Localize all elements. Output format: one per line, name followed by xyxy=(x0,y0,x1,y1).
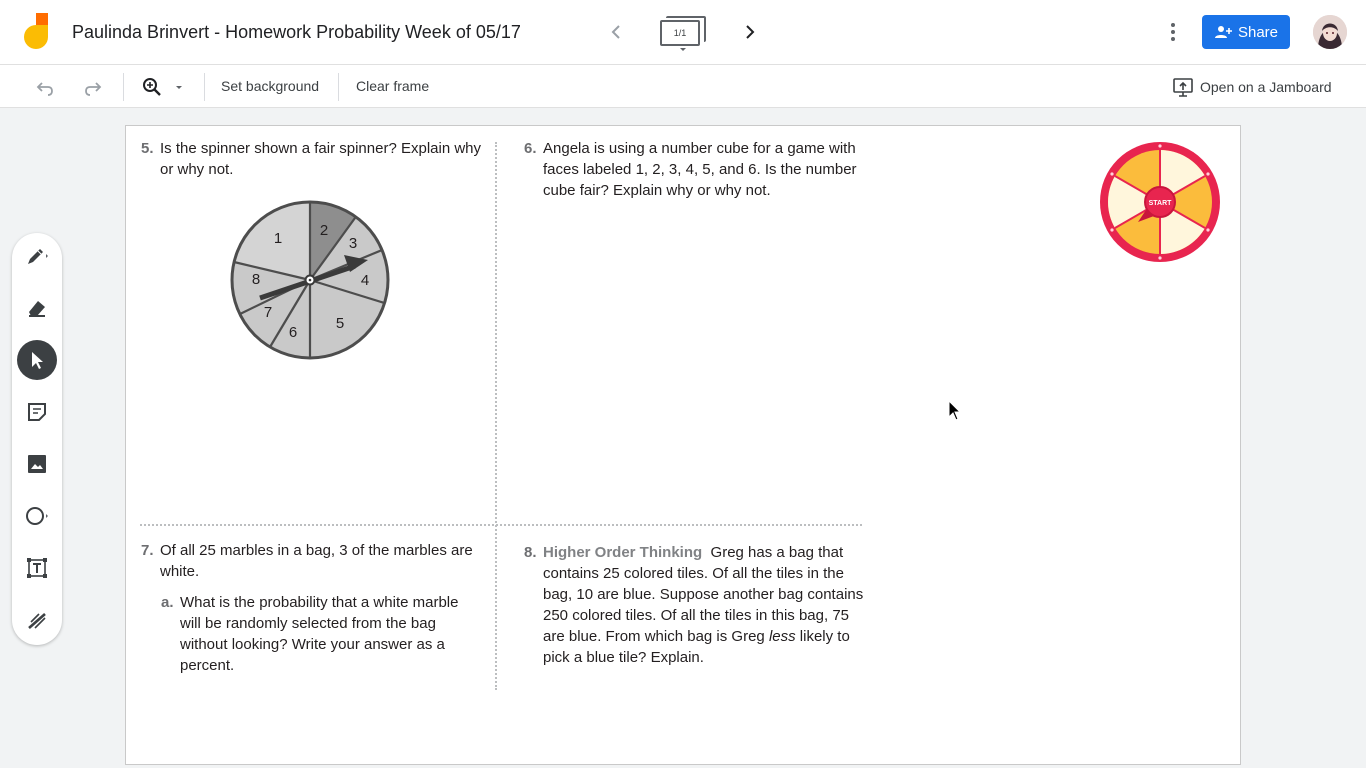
share-button[interactable] xyxy=(1202,15,1290,49)
chevron-right-icon xyxy=(738,20,762,44)
eraser-icon xyxy=(25,296,49,320)
set-background-button[interactable]: Set background xyxy=(221,78,320,94)
next-frame-button[interactable] xyxy=(738,20,762,44)
person-add-icon xyxy=(1214,25,1232,39)
horizontal-divider xyxy=(140,524,862,526)
part-letter: a. xyxy=(161,594,174,611)
share-label: Share xyxy=(1237,23,1279,41)
question-5 xyxy=(141,138,481,180)
document-title[interactable]: Paulinda Brinvert - Homework Probability Week of 05/17 xyxy=(72,22,521,42)
sticky-note-icon xyxy=(25,400,49,424)
laser-tool[interactable] xyxy=(17,600,57,640)
frame-bar-toggle[interactable] xyxy=(660,16,708,52)
text-box-icon xyxy=(25,556,49,580)
question-8 xyxy=(524,542,864,668)
frame-indicator: 1/1 xyxy=(660,20,700,46)
mouse-pointer xyxy=(948,400,962,427)
question-text-part2: likely to pick a blue tile? Explain. xyxy=(543,628,850,666)
open-on-jamboard-label: Open on a Jamboard xyxy=(1200,79,1332,95)
top-bar xyxy=(0,0,1366,64)
eraser-tool[interactable] xyxy=(17,288,57,328)
caret-down-icon xyxy=(680,48,686,51)
spinner-label-1: 1 xyxy=(273,230,283,247)
part-text: What is the probability that a white marble will be randomly selected from the bag without looking? Write your answer as a percent. xyxy=(180,594,459,674)
question-text-part1: Greg has a bag that contains 25 colored tiles. Of all the tiles in the bag, 10 are blue. Suppose another bag contains 250 colored tiles. Of all the tiles in this bag, 75 are blue. From which bag is Greg xyxy=(543,544,864,645)
open-on-jamboard-button[interactable] xyxy=(1172,75,1332,99)
question-number: 5. xyxy=(141,140,154,157)
undo-button[interactable] xyxy=(33,75,57,99)
clear-frame-button[interactable]: Clear frame xyxy=(356,78,430,94)
question-emphasis: less xyxy=(768,628,796,645)
question-text: Angela is using a number cube for a game with faces labeled 1, 2, 3, 4, 5, and 6. Is the number cube fair? Explain why or why not. xyxy=(543,140,857,199)
mouse-pointer-icon xyxy=(948,400,962,422)
shape-tool[interactable] xyxy=(17,496,57,536)
spinner-label-4: 4 xyxy=(360,272,370,289)
previous-frame-button[interactable] xyxy=(604,20,628,44)
question-text xyxy=(543,542,864,668)
account-avatar[interactable] xyxy=(1313,15,1347,49)
zoom-in-icon xyxy=(140,75,164,99)
jamboard-logo[interactable] xyxy=(22,13,50,51)
cursor-arrow-icon xyxy=(25,348,49,372)
chevron-left-icon xyxy=(604,20,628,44)
zoom-dropdown-button[interactable] xyxy=(172,75,186,99)
edit-toolbar xyxy=(0,64,1366,108)
undo-icon xyxy=(33,75,57,99)
start-label: START xyxy=(1148,200,1172,207)
question-text: Of all 25 marbles in a bag, 3 of the marbles are white. xyxy=(160,542,473,580)
spinner-label-3: 3 xyxy=(348,235,358,252)
spinner-label-8: 8 xyxy=(251,271,261,288)
image-icon xyxy=(25,452,49,476)
text-box-tool[interactable] xyxy=(17,548,57,588)
spinner-label-6: 6 xyxy=(288,324,298,341)
vertical-divider xyxy=(495,142,497,690)
more-options-button[interactable] xyxy=(1162,20,1184,44)
question-number: 8. xyxy=(524,544,537,561)
question-number: 7. xyxy=(141,542,154,559)
question-text: Is the spinner shown a fair spinner? Explain why or why not. xyxy=(160,140,482,178)
game-spinner-image[interactable] xyxy=(1098,140,1222,269)
caret-down-icon xyxy=(172,75,186,99)
circle-icon xyxy=(24,504,50,528)
zoom-button[interactable] xyxy=(140,75,164,99)
question-7-part-a xyxy=(161,592,481,676)
question-7 xyxy=(141,540,481,676)
more-vert-icon xyxy=(1162,20,1184,44)
spinner-label-5: 5 xyxy=(335,315,345,332)
tool-sidebar xyxy=(12,233,62,645)
add-image-tool[interactable] xyxy=(17,444,57,484)
question-6 xyxy=(524,138,864,201)
spinner-label-7: 7 xyxy=(263,304,273,321)
spinner-label-2: 2 xyxy=(319,222,329,239)
select-tool[interactable] xyxy=(17,340,57,380)
question-heading: Higher Order Thinking xyxy=(543,544,703,561)
question-number: 6. xyxy=(524,140,537,157)
cast-to-device-icon xyxy=(1172,76,1194,98)
pen-icon xyxy=(24,244,50,268)
redo-icon xyxy=(81,75,105,99)
jam-canvas[interactable] xyxy=(125,125,1241,765)
spinner-diagram xyxy=(230,198,394,367)
pen-tool[interactable] xyxy=(17,236,57,276)
sticky-note-tool[interactable] xyxy=(17,392,57,432)
laser-icon xyxy=(25,608,49,632)
redo-button[interactable] xyxy=(81,75,105,99)
